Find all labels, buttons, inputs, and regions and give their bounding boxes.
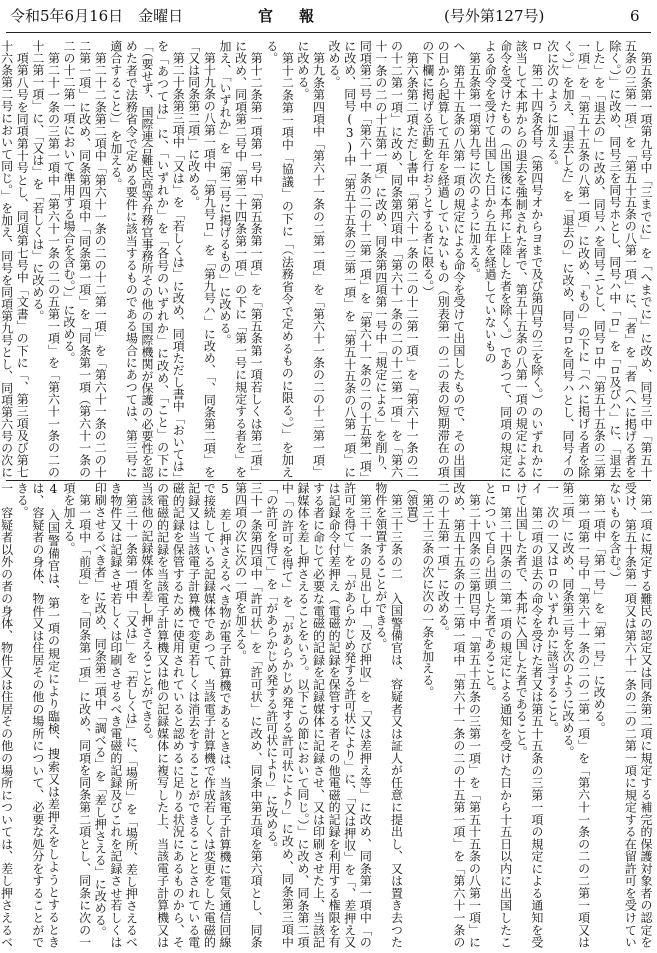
upper-text-band: [0, 40, 653, 478]
text-paragraph: 項第八号を同項第十号とし、同項第七号中「文書」の下に「、第三項及び第七十六条第二号において同じ。」を加え、同号を同項第九号とし、同項第六号の次に: [0, 40, 30, 478]
header-rule: [6, 32, 651, 33]
issue-number: (号外第127号): [444, 7, 545, 25]
upper-vertical-text: [0, 40, 653, 478]
text-paragraph: 第五条第一項第九号中「三までに」を「へまでに」に改め、同号三中「第五十五条の三第一項」を「第五十五条の八第一項」に、「者」を「者（へに掲げる者を除く。）」に改め、同号三を同号ホとし、同号ハ中「ロ」を「ロ及びハ」に、「退去した」を「退去の」に改め、同号ハを同号ニとし、同号ロ中「第五十五条の三第一項」を「第五十五条の八第一項」に改め、「もの」の下に「（ハに掲げる者を除く。）」を加え、「退去した」を「退去の」に改め、同号ロを同号ハとし、同号イの次に次のように加える。: [545, 40, 653, 478]
text-paragraph: 第一項第一号中「第六十一条の二の二第一項」を「第六十一条の二の二第一項又は第二項」に改め、同条第三号を次のように改める。: [561, 482, 591, 948]
text-paragraph: 第一項中「前項」を「同条第一項」に改め、同項を同条第二項とし、同条に次の一項を加える。: [62, 482, 92, 948]
band-divider: [6, 480, 651, 481]
issue-date: 令和5年6月16日 金曜日: [10, 7, 184, 25]
gazette-title: 官報: [258, 7, 341, 25]
text-paragraph: 第二十四条の三第四号中「第五十五条の三第一項」を「第五十五条の八第一項」に改め、第五十五条の十二第一項中「第六十一条の二の十五第一項」を「第六十一条の二の十五第一項」に改める。: [436, 482, 482, 948]
text-paragraph: ロ 第二十四条の二第一項の規定による通知を受けた日から十五日以内に出国したことについて自ら出頭した者であること。: [483, 482, 513, 948]
text-paragraph: イ 第二項の退去の命令を受けた者又は第五十五条の三第一項の規定による通知を受けて出国した者で、本邦に入国した者であること。: [514, 482, 544, 948]
text-paragraph: ロ 第二十四条各号（第四号オからヨまで及び第四号の三を除く。）のいずれかに該当して本邦からの退去を強制された者で、第五十五条の八第一項の規定による命令を受けたもの（出国後に本邦に上陸した者を除く。）であつて、同項の規定による命令を受けて出国した日から五年を経過していないもの: [483, 40, 544, 478]
text-paragraph: 第六条第二項ただし書中「第六十一条の二の十二第一項」を「第六十一条の二の十二第一項」に改め、同条第四項中「第六十一条の二の十二第一項」を「第六十一条の二の十五第一項」に改め、同条第四項第一号中「規定による」を削り、同項第二号中「第六十一条の二の十二第一項」を「第六十一条の二の十五第一項」に改め、同号(3)中「第五十五条の三第一項」を「第五十五条の八第一項」に改める。: [327, 40, 420, 478]
text-paragraph: ヘ 第五十五条の八第一項の規定による命令を受けて出国したもので、その出国の日から起算して五年を経過していないもの（別表第一の二の表の短期滞在の項の下欄に掲げる活動を行おうとする者に限る。）: [420, 40, 466, 478]
text-paragraph: 第三十一条第一項中「又は」を「若しくは」に、「場所」を「場所、差し押さえるべき物件又は記録させ若しくは印刷させるべき電磁的記録及びこれを記録させ若しくは印刷させるべき者」に改め、同条第二項中「調べる」を「差し押さえる」に改める。: [93, 482, 139, 948]
text-paragraph: （領置）: [405, 482, 420, 530]
text-paragraph: 第二十条第三項中「又は」を「若しくは」に改め、同項ただし書中「おいては」を「あつては」に、「いずれか」を「各号のいずれか」に改め、「こと」の下に「（要せず、国際連合難民高等弁務官事務所その他の国際機関が保護の必要性を認めた者で法務省令で定める要件に該当するものである場合にあつては、第三号に適合すること）」を加える。: [108, 40, 186, 478]
text-paragraph: 第三十一条の見出し中「及び押収」を「又は差押え等」に改め、同条第一項中「の許可を得て」を「があらかじめ発する許可状により」に、「又は押収」を「、差押え又は記録命令付差押え（電磁的記録を保管する者その他電磁的記録を利用する権限を有する者に命じて必要な電磁的記録を記録媒体に記録させ、又は印刷させた上、当該記録媒体を差し押さえることをいう。以下この節において同じ。）」に改め、同条第二項中「の許可を得て」を「があらかじめ発する許可状により」に改め、同条第三項中「の許可を得て」を「があらかじめ発する許可状により」に改める。: [264, 482, 373, 948]
lower-text-band: [0, 482, 653, 948]
text-paragraph: 一 容疑者以外の者の身体、物件又は住居その他の場所については、差し押さえるべ: [0, 482, 14, 948]
text-paragraph: 第三十三条の次に次の一条を加える。: [420, 494, 435, 698]
text-paragraph: 第一項に規定する難民の認定又は同条第二項に規定する補完的保護対象者の認定を受け、第五十条第一項又は第六十一条の二の二第一項に規定する在留許可を受けていないものを含む。）: [607, 482, 653, 948]
text-paragraph: 第二十二条第二項中「第六十一条の二の十二第一項」を「第六十一条の二の十二第一項」に改め、同条第四項中「同条第一項」を「同条第一項（第六十一条の二の十二第一項において準用する場合を含む。）」に改める。: [62, 40, 108, 478]
text-paragraph: 第三十三条の二 入国警備官は、容疑者又は証人が任意に提出し、又は置き去つた物件を領置することができる。: [373, 482, 404, 948]
text-paragraph: 第十二条第一項中「協議」の下に「（法務省令で定めるものに限る。）」を加える。: [264, 40, 295, 478]
lower-vertical-text: [0, 482, 653, 948]
text-paragraph: 第一項中「第一号」を「第一号」に改める。: [592, 494, 607, 734]
text-paragraph: 第十二条第一項第一号中「第五条第一項」を「第五条第一項若しくは第二項」に改め、同項第二号中「第二十四条第一項」の下に「第一号に規定する者を」を加え、「いずれか」を「第二号に掲げるもの」に改める。: [217, 40, 264, 478]
text-paragraph: 4 入国警備官は、第一項の規定により臨検、捜索又は差押えをしようとするときは、容疑者の身体、物件又は住居その他の場所について、必要な処分をすることができる。: [15, 482, 61, 948]
text-paragraph: 三十一条第四項中「許可状」を「許可状」に改め、同条中第五項を第六項とし、同条第四項の次に次の一項を加える。: [233, 482, 264, 948]
page-number: 6: [630, 7, 640, 25]
text-paragraph: 一 次の一又はロのいずれかに該当すること。: [545, 482, 560, 734]
text-paragraph: 第九条第四項中「第六十一条の二第一項」を「第六十一条の二の十二第一項」に改める。: [295, 40, 326, 478]
text-paragraph: 第二十一条の三第一項中「第六十一条の二の五第一項」を「第六十一条の二の十二第一項」に、「又は」を「若しくは」に改める。: [30, 40, 61, 478]
text-paragraph: 第十九条の八第一項中「第九号ロ」を「第九号ハ」に改め、「、同条第二項」を「又は同条第二項」に改める。: [186, 40, 217, 478]
text-paragraph: 5 差し押さえるべき物が電子計算機であるときは、当該電子計算機に電気通信回線で接続している記録媒体であつて、当該電子計算機で作成若しくは変更をした電磁的記録又は当該電子計算機で変更若しくは消去をすることができることとされている電磁的記録を保管するために使用されていると認めるに足りる状況にあるものから、その電磁的記録を当該電子計算機又は他の記録媒体に複写した上、当該電子計算機又は当該他の記録媒体を差し押さえることができる。: [140, 482, 232, 948]
gazette-header: [0, 0, 657, 34]
text-paragraph: 第五条第一項第九号に次のように加える。: [467, 52, 482, 280]
